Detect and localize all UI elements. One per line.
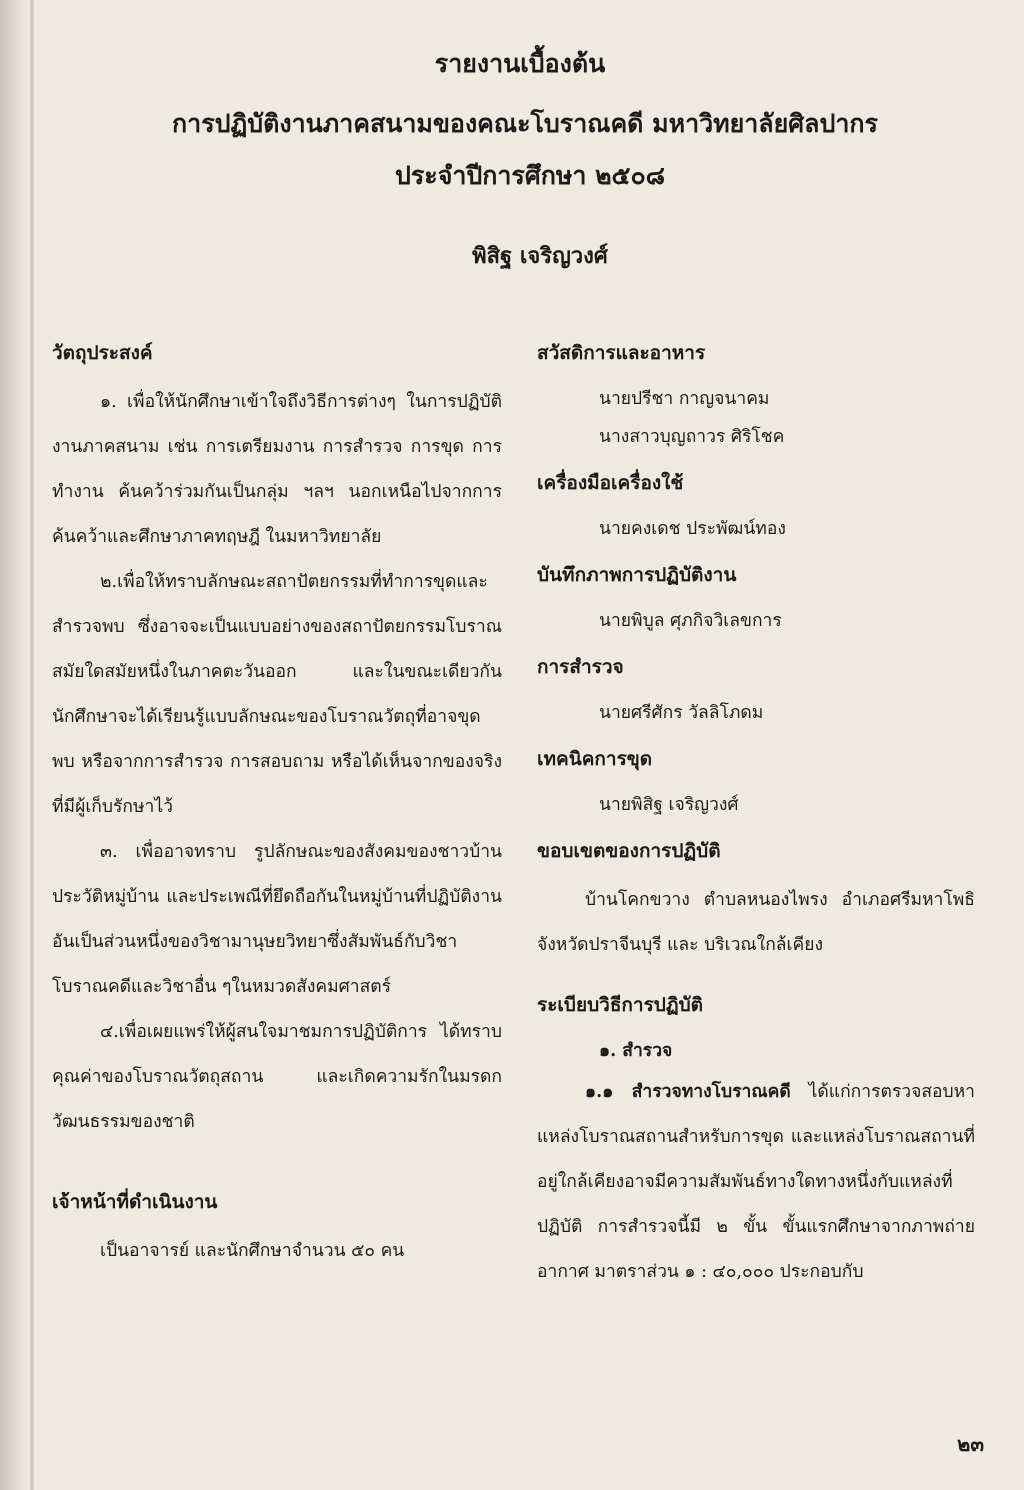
- staff-heading: เจ้าหน้าที่ดำเนินงาน: [52, 1191, 218, 1213]
- photo-person: นายพิบูล ศุภกิจวิเลขการ: [599, 611, 782, 631]
- tools-heading: เครื่องมือเครื่องใช้: [537, 472, 684, 494]
- objective-2: ๒.เพื่อให้ทราบลักษณะสถาปัตยกรรมที่ทำการขุดและสำรวจพบ ซึ่งอาจจะเป็นแบบอย่างของสถาปัตยกรรมโบราณสมัยใดสมัยหนึ่งในภาคตะวันออก และในขณะเดียวกันนักศึกษาจะได้เรียนรู้แบบลักษณะของโบราณวัตถุที่อาจขุดพบ หรือจากการสำรวจ การสอบถาม หรือได้เห็นจากของจริงที่มีผู้เก็บรักษาไว้: [52, 572, 502, 817]
- photo-heading: บันทึกภาพการปฏิบัติงาน: [537, 564, 737, 586]
- right-column: [537, 340, 975, 1295]
- method-step-1-1: [537, 1070, 975, 1295]
- method-step-1-1-label: ๑.๑ สำรวจทางโบราณคดี: [585, 1082, 791, 1102]
- tools-person: นายคงเดช ประพัฒน์ทอง: [599, 519, 786, 539]
- survey-heading: การสำรวจ: [537, 656, 624, 678]
- author-name: พิสิฐ เจริญวงศ์: [472, 243, 608, 269]
- staff-text: เป็นอาจารย์ และนักศึกษาจำนวน ๕๐ คน: [100, 1241, 405, 1261]
- objectives-heading: วัตถุประสงค์: [52, 342, 153, 364]
- dig-person: นายพิสิฐ เจริญวงศ์: [599, 795, 739, 815]
- page-fold: [30, 0, 34, 1490]
- welfare-person-2: นางสาวบุญถาวร ศิริโชค: [599, 427, 785, 447]
- dig-heading: เทคนิคการขุด: [537, 748, 653, 770]
- survey-person: นายศรีศักร วัลลิโภดม: [599, 703, 764, 723]
- scope-heading: ขอบเขตของการปฏิบัติ: [537, 840, 721, 862]
- method-heading: ระเบียบวิธีการปฏิบัติ: [537, 994, 704, 1016]
- welfare-person-1: นายปรีชา กาญจนาคม: [599, 389, 770, 409]
- report-title: รายงานเบื้องต้น: [434, 49, 606, 78]
- academic-year: ประจำปีการศึกษา ๒๕๐๘: [394, 161, 666, 190]
- scope-text: บ้านโคกขวาง ตำบลหนองไพรง อำเภอศรีมหาโพธิ จังหวัดปราจีนบุรี และ บริเวณใกล้เคียง: [537, 890, 975, 955]
- objective-3: ๓. เพื่ออาจทราบ รูปลักษณะของสังคมของชาวบ้าน ประวัติหมู่บ้าน และประเพณีที่ยึดถือกันในหมู่บ้านที่ปฏิบัติงาน อันเป็นส่วนหนึ่งของวิชามานุษยวิทยาซึ่งสัมพันธ์กับวิชาโบราณคดีและวิชาอื่น ๆในหมวดสังคมศาสตร์: [52, 842, 502, 997]
- objective-1: ๑. เพื่อให้นักศึกษาเข้าใจถึงวิธีการต่างๆ ในการปฏิบัติงานภาคสนาม เช่น การเตรียมงาน การสำรวจ การขุด การทำงาน ค้นคว้าร่วมกันเป็นกลุ่ม ฯลฯ นอกเหนือไปจากการค้นคว้าและศึกษาภาคทฤษฎี ในมหาวิทยาลัย: [52, 392, 502, 547]
- page-number: ๒๓: [957, 1432, 984, 1456]
- page-binding-shadow: [0, 0, 30, 1490]
- report-subtitle: การปฏิบัติงานภาคสนามของคณะโบราณคดี มหาวิทยาลัยศิลปากร: [172, 109, 878, 138]
- left-column: [52, 340, 502, 1274]
- method-step-1: ๑. สำรวจ: [599, 1041, 673, 1061]
- objective-4: ๔.เพื่อเผยแพร่ให้ผู้สนใจมาชมการปฏิบัติการ ได้ทราบคุณค่าของโบราณวัตถุสถาน และเกิดความรักในมรดกวัฒนธรรมของชาติ: [52, 1022, 502, 1132]
- welfare-heading: สวัสดิการและอาหาร: [537, 342, 706, 364]
- method-step-1-1-text: ได้แก่การตรวจสอบหาแหล่งโบราณสถานสำหรับการขุด และแหล่งโบราณสถานที่อยู่ใกล้เคียงอาจมีความสัมพันธ์ทางใดทางหนึ่งกับแหล่งที่ปฏิบัติ การสำรวจนี้มี ๒ ขั้น ขั้นแรกศึกษาจากภาพถ่ายอากาศ มาตราส่วน ๑ : ๔๐,๐๐๐ ประกอบกับ: [537, 1082, 975, 1282]
